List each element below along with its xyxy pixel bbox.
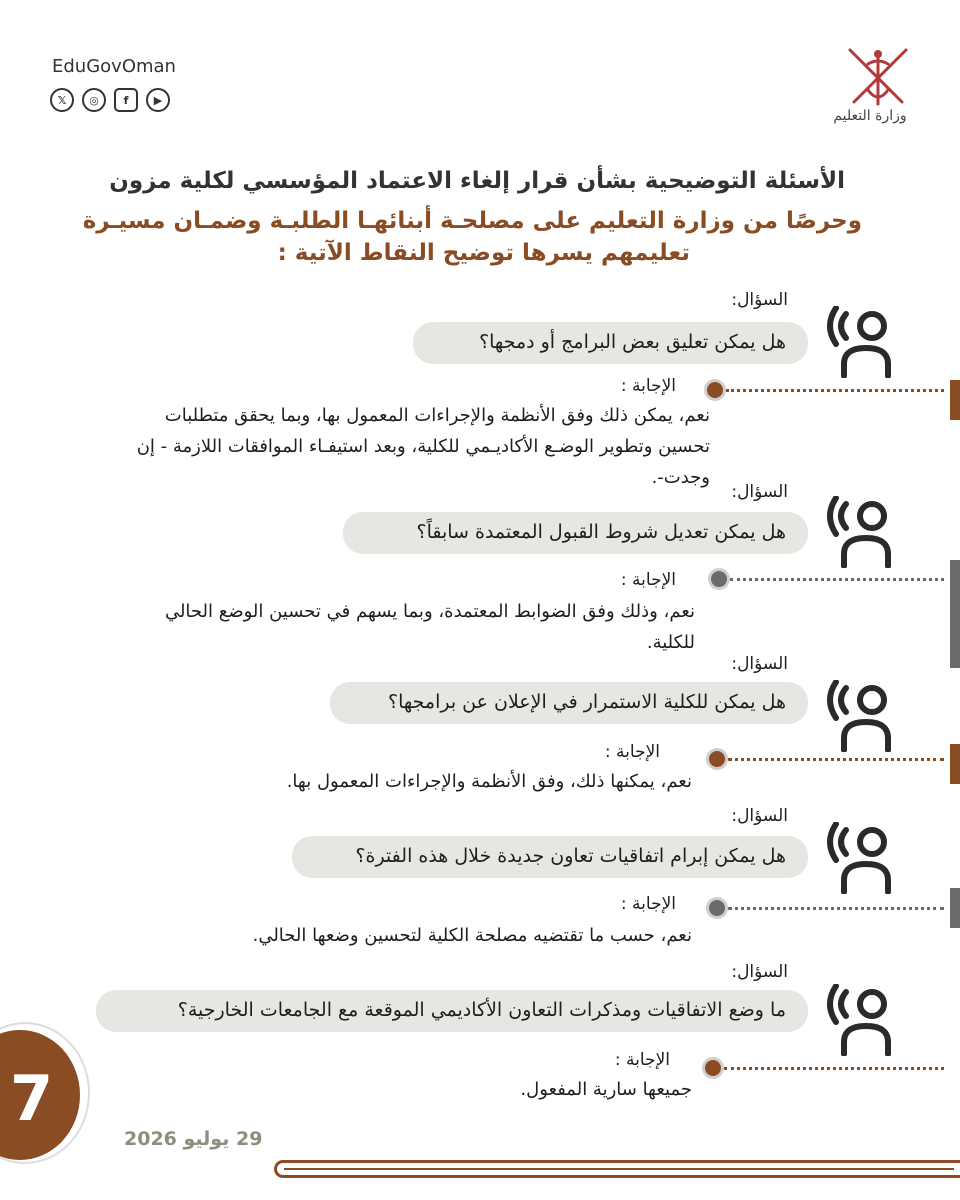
speaker-icon — [826, 306, 896, 378]
question-bubble: ما وضع الاتفاقيات ومذكرات التعاون الأكاديمي الموقعة مع الجامعات الخارجية؟ — [96, 990, 808, 1032]
timeline-dot — [704, 379, 726, 401]
ministry-name: وزارة التعليم — [833, 108, 907, 124]
edge-accent — [950, 560, 960, 668]
edge-accent — [950, 380, 960, 420]
speaker-icon — [826, 984, 896, 1056]
instagram-icon[interactable]: ◎ — [82, 88, 106, 112]
question-label: السؤال: — [731, 482, 788, 502]
publish-date: 29 يوليو 2026 — [124, 1128, 263, 1150]
answer-text: نعم، حسب ما تقتضيه مصلحة الكلية لتحسين وضعها الحالي. — [252, 925, 692, 946]
answer-label: الإجابة : — [604, 742, 660, 762]
answer-text: نعم، وذلك وفق الضوابط المعتمدة، وبما يسهم في تحسين الوضع الحالي للكلية. — [164, 601, 695, 653]
youtube-icon[interactable]: ▶ — [146, 88, 170, 112]
social-links — [50, 88, 170, 112]
timeline-dot — [702, 1057, 724, 1079]
facebook-icon[interactable]: f — [114, 88, 138, 112]
brand-handle: EduGovOman — [52, 56, 176, 77]
intro-line-1: وحرصًا من وزارة التعليم على مصلحـة أبنائهـا الطلبـة وضمـان مسيـرة — [82, 208, 862, 234]
question-bubble: هل يمكن للكلية الاستمرار في الإعلان عن برامجها؟ — [330, 682, 808, 724]
speaker-icon — [826, 496, 896, 568]
intro-line-2: تعليمهم يسرها توضيح النقاط الآتية : — [277, 240, 690, 266]
speaker-icon — [826, 680, 896, 752]
timeline-dot — [706, 748, 728, 770]
timeline-dot — [706, 897, 728, 919]
answer-text: جميعها سارية المفعول. — [520, 1079, 692, 1100]
timeline-connector — [728, 758, 944, 761]
answer-text: نعم، يمكن ذلك وفق الأنظمة والإجراءات المعمول بها، وبما يحقق متطلبات تحسين وتطوير الوضـع الأكاديـمي للكلية، وبعد استيفـاء الموافقات اللازمة - إن وجدت-. — [136, 405, 710, 488]
timeline-connector — [724, 1067, 944, 1070]
x-icon[interactable]: 𝕏 — [50, 88, 74, 112]
answer-label: الإجابة : — [620, 894, 676, 914]
page-title: الأسئلة التوضيحية بشأن قرار إلغاء الاعتماد المؤسسي لكلية مزون — [109, 168, 845, 194]
footer-line — [284, 1168, 954, 1170]
answer-text: نعم، يمكنها ذلك، وفق الأنظمة والإجراءات المعمول بها. — [286, 771, 692, 792]
timeline-connector — [728, 907, 944, 910]
timeline-connector — [726, 389, 944, 392]
question-bubble: هل يمكن إبرام اتفاقيات تعاون جديدة خلال هذه الفترة؟ — [292, 836, 808, 878]
edge-accent — [950, 744, 960, 784]
question-bubble: هل يمكن تعليق بعض البرامج أو دمجها؟ — [413, 322, 808, 364]
page-number: 7 — [10, 1062, 54, 1135]
question-bubble: هل يمكن تعديل شروط القبول المعتمدة سابقاً؟ — [343, 512, 808, 554]
question-label: السؤال: — [731, 290, 788, 310]
answer-label: الإجابة : — [620, 570, 676, 590]
question-label: السؤال: — [731, 962, 788, 982]
answer-label: الإجابة : — [614, 1050, 670, 1070]
answer-label: الإجابة : — [620, 376, 676, 396]
speaker-icon — [826, 822, 896, 894]
edge-accent — [950, 888, 960, 928]
question-label: السؤال: — [731, 806, 788, 826]
timeline-dot — [708, 568, 730, 590]
question-label: السؤال: — [731, 654, 788, 674]
timeline-connector — [730, 578, 944, 581]
